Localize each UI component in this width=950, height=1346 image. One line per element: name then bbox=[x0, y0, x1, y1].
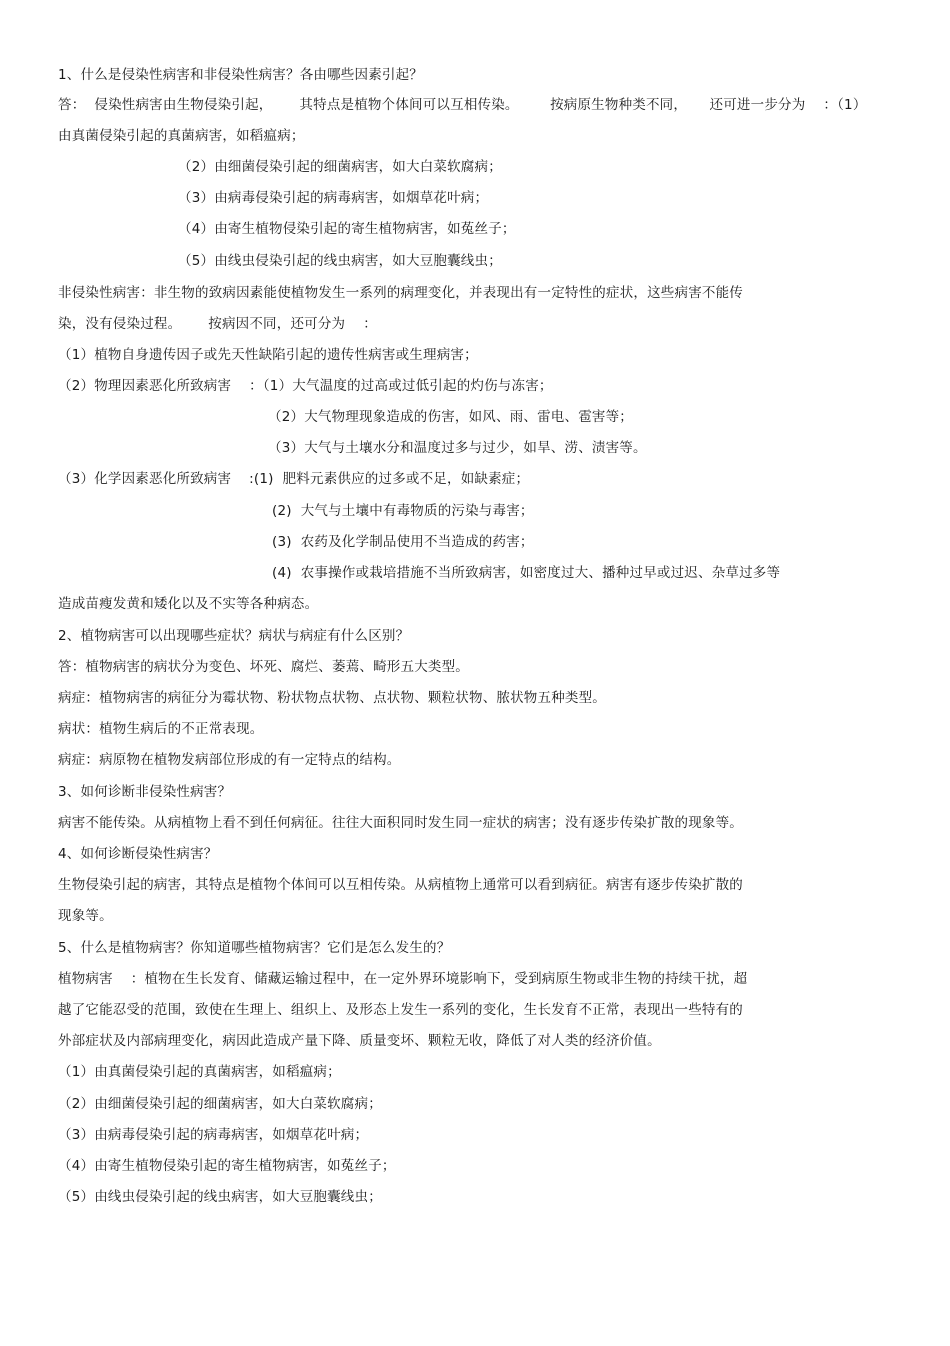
paragraph-line: 非侵染性病害：非生物的致病因素能使植物发生一系列的病理变化，并表现出有一定特性的症状，这些病害不能传 bbox=[58, 285, 743, 301]
list-item: （3）由病毒侵染引起的病毒病害，如烟草花叶病； bbox=[58, 1127, 369, 1143]
list-item: （1）由真菌侵染引起的真菌病害，如稻瘟病； bbox=[58, 1064, 341, 1080]
answer-line: 病害不能传染。从病植物上看不到任何病征。往往大面积同时发生同一症状的病害；没有逐步传染扩散的现象等。 bbox=[58, 815, 743, 831]
paragraph-line: 染，没有侵染过程。 按病因不同，还可分为 ： bbox=[58, 316, 377, 332]
answer-line: 生物侵染引起的病害，其特点是植物个体间可以互相传染。从病植物上通常可以看到病征。病害有逐步传染扩散的 bbox=[58, 877, 743, 893]
list-item: （2）由细菌侵染引起的细菌病害，如大白菜软腐病； bbox=[178, 159, 502, 175]
list-item: (4) 农事操作或栽培措施不当所致病害，如密度过大、播种过早或过迟、杂草过多等 bbox=[272, 565, 781, 581]
answer-line: 病症：病原物在植物发病部位形成的有一定特点的结构。 bbox=[58, 752, 401, 768]
list-item: （2）物理因素恶化所致病害 ：（1）大气温度的过高或过低引起的灼伤与冻害； bbox=[58, 378, 553, 394]
answer-line: 答： 侵染性病害由生物侵染引起， 其特点是植物个体间可以互相传染。 按病原生物种类不同， 还可进一步分为 ：（1） bbox=[58, 97, 867, 113]
answer-line: 病状：植物生病后的不正常表现。 bbox=[58, 721, 264, 737]
answer-line: 现象等。 bbox=[58, 908, 113, 924]
answer-line: 答：植物病害的病状分为变色、坏死、腐烂、萎蔫、畸形五大类型。 bbox=[58, 659, 469, 675]
list-item: （1）植物自身遗传因子或先天性缺陷引起的遗传性病害或生理病害； bbox=[58, 347, 478, 363]
paragraph-line: 造成苗瘦发黄和矮化以及不实等各种病态。 bbox=[58, 596, 319, 612]
answer-line: 由真菌侵染引起的真菌病害，如稻瘟病； bbox=[58, 128, 305, 144]
question-3-heading: 3、如何诊断非侵染性病害？ bbox=[58, 784, 232, 800]
list-item: （5）由线虫侵染引起的线虫病害，如大豆胞囊线虫； bbox=[58, 1189, 382, 1205]
answer-line: 越了它能忍受的范围，致使在生理上、组织上、及形态上发生一系列的变化，生长发育不正常，表现出一些特有的 bbox=[58, 1002, 743, 1018]
answer-line: 外部症状及内部病理变化，病因此造成产量下降、质量变坏、颗粒无收，降低了对人类的经济价值。 bbox=[58, 1033, 661, 1049]
list-item: (2) 大气与土壤中有毒物质的污染与毒害； bbox=[272, 503, 534, 519]
question-4-heading: 4、如何诊断侵染性病害？ bbox=[58, 846, 218, 862]
question-5-heading: 5、什么是植物病害？你知道哪些植物病害？它们是怎么发生的？ bbox=[58, 940, 451, 956]
list-item: （2）由细菌侵染引起的细菌病害，如大白菜软腐病； bbox=[58, 1096, 382, 1112]
list-item: （2）大气物理现象造成的伤害，如风、雨、雷电、雹害等； bbox=[268, 409, 633, 425]
list-item: （3）大气与土壤水分和温度过多与过少，如旱、涝、渍害等。 bbox=[268, 440, 647, 456]
question-2-heading: 2、植物病害可以出现哪些症状？病状与病症有什么区别？ bbox=[58, 628, 410, 644]
list-item: （3）由病毒侵染引起的病毒病害，如烟草花叶病； bbox=[178, 190, 489, 206]
list-item: （4）由寄生植物侵染引起的寄生植物病害，如菟丝子； bbox=[178, 221, 516, 237]
list-item: （3）化学因素恶化所致病害 :(1) 肥料元素供应的过多或不足，如缺素症； bbox=[58, 471, 530, 487]
question-1-heading: 1、什么是侵染性病害和非侵染性病害？各由哪些因素引起？ bbox=[58, 67, 423, 83]
answer-line: 植物病害 ：植物在生长发育、储藏运输过程中，在一定外界环境影响下，受到病原生物或非生物的持续干扰，超 bbox=[58, 971, 748, 987]
answer-line: 病症：植物病害的病征分为霉状物、粉状物点状物、点状物、颗粒状物、脓状物五种类型。 bbox=[58, 690, 606, 706]
list-item: （5）由线虫侵染引起的线虫病害，如大豆胞囊线虫； bbox=[178, 253, 502, 269]
list-item: (3) 农药及化学制品使用不当造成的药害； bbox=[272, 534, 534, 550]
list-item: （4）由寄生植物侵染引起的寄生植物病害，如菟丝子； bbox=[58, 1158, 396, 1174]
